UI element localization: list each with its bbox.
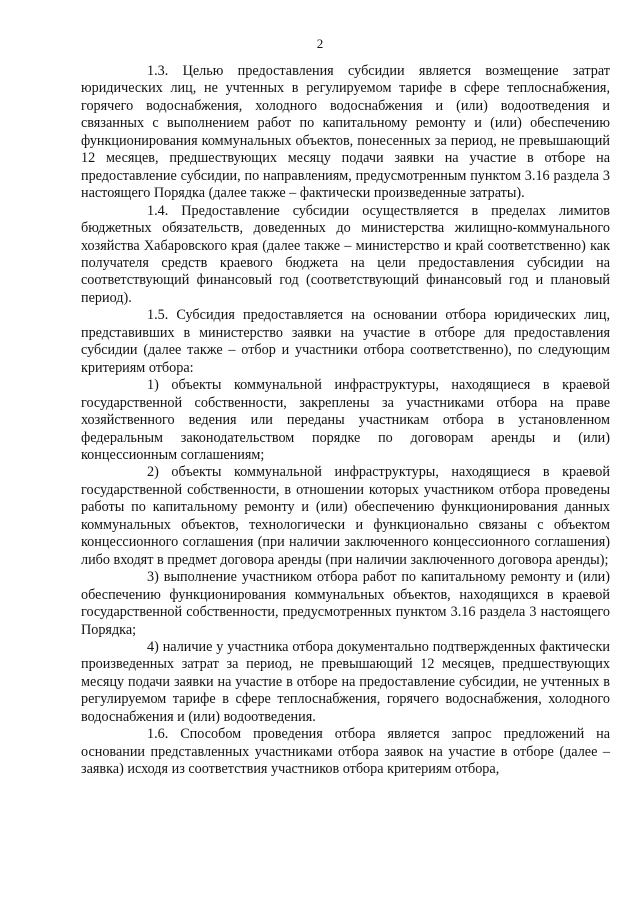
paragraph-1-4: 1.4. Предоставление субсидии осуществляется в пределах лимитов бюджетных обязательств, доведенных до министерства жилищно-коммунального хозяйства Хабаровского края (далее также – министерство и край соответственно) как получателя средств краевого бюджета на цели предоставления субсидии на соответствующий финансовый год (соответствующий финансовый год и плановый период). [81,202,610,306]
document-body [81,63,610,779]
page-number: 2 [316,36,324,51]
criterion-1: 1) объекты коммунальной инфраструктуры, находящиеся в краевой государственной собственности, закреплены за участниками отбора на праве хозяйственного ведения или переданы участникам отбора в установленном федеральным законодательством порядке по договорам аренды и (или) концессионным соглашениям; [81,377,610,463]
criterion-4: 4) наличие у участника отбора документально подтвержденных фактически произведенных затрат за период, не превышающий 12 месяцев, предшествующих месяцу подачи заявки на участие в отборе на предоставление субсидии, не учтенных в регулируемом тарифе в сфере теплоснабжения, горячего водоснабжения, холодного водоснабжения и (или) водоотведения. [81,638,610,725]
criterion-2: 2) объекты коммунальной инфраструктуры, находящиеся в краевой государственной собственности, в отношении которых участником отбора проведены работы по капитальному ремонту и (или) обеспечению функционирования данных коммунальных объектов, технологически и функционально связаны с объектом концессионного соглашения (при наличии заключенного концессионного соглашения) либо входят в предмет договора аренды (при наличии заключенного договора аренды); [81,464,610,568]
paragraph-1-5: 1.5. Субсидия предоставляется на основании отбора юридических лиц, представивших в министерство заявки на участие в отборе для предоставления субсидии (далее также – отбор и участники отбора соответственно), по следующим критериям отбора: [81,307,610,376]
paragraph-1-3: 1.3. Целью предоставления субсидии является возмещение затрат юридических лиц, не учтенных в регулируемом тарифе в сфере теплоснабжения, горячего водоснабжения, холодного водоснабжения и (или) водоотведения и связанных с выполнением работ по капитальному ремонту и (или) обеспечению функционирования коммунальных объектов, понесенных за период, не превышающий 12 месяцев, предшествующих месяцу подачи заявки на участие в отборе на предоставление субсидии, по направлениям, предусмотренным пунктом 3.16 раздела 3 настоящего Порядка (далее также – фактически произведенные затраты). [81,63,610,202]
paragraph-1-6: 1.6. Способом проведения отбора является запрос предложений на основании представленных участниками отбора заявок на участие в отборе (далее – заявка) исходя из соответствия участников отбора критериям отбора, [81,726,610,778]
criterion-3: 3) выполнение участником отбора работ по капитальному ремонту и (или) обеспечению функционирования коммунальных объектов, находящихся в краевой государственной собственности, предусмотренных пунктом 3.16 раздела 3 настоящего Порядка; [81,569,610,638]
